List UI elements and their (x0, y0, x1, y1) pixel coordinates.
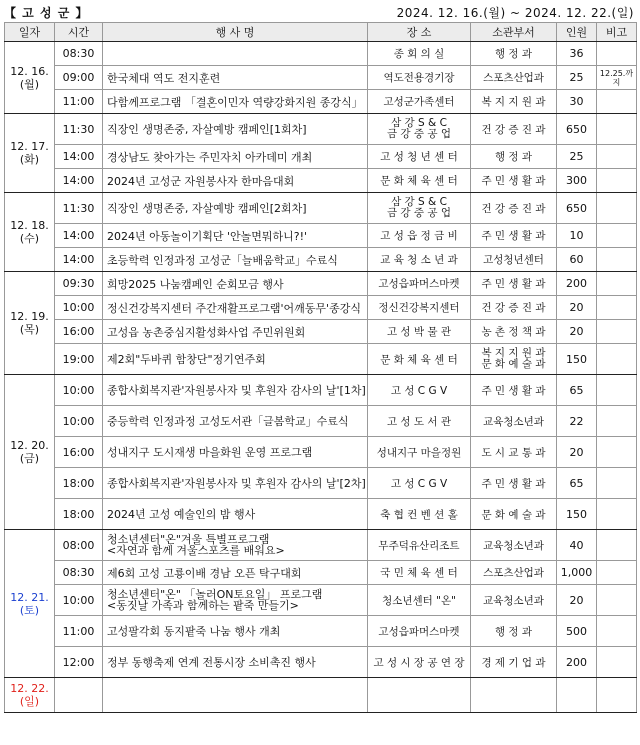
time-cell: 09:00 (55, 66, 103, 90)
time-cell: 09:30 (55, 272, 103, 296)
event-name-cell: 초등학력 인정과정 고성군「늘배움학교」수료식 (103, 248, 368, 272)
time-cell: 10:00 (55, 296, 103, 320)
time-cell: 11:00 (55, 616, 103, 647)
dept-cell: 문 화 예 술 과 (471, 499, 557, 530)
time-cell: 16:00 (55, 437, 103, 468)
note-cell (597, 42, 637, 66)
table-row (5, 585, 637, 616)
page-header (0, 0, 640, 22)
dept-cell: 건 강 증 진 과 (471, 114, 557, 145)
time-cell: 12:00 (55, 647, 103, 678)
dept-cell: 주 민 생 활 과 (471, 375, 557, 406)
event-name-cell: 성내지구 도시재생 마을화원 운영 프로그램 (103, 437, 368, 468)
time-cell: 18:00 (55, 468, 103, 499)
date-cell: 12. 20. (금) (5, 375, 55, 530)
place-cell: 성내지구 마을정원 (368, 437, 471, 468)
place-cell: 종 회 의 실 (368, 42, 471, 66)
note-cell (597, 468, 637, 499)
table-row (5, 90, 637, 114)
attendees-cell: 150 (557, 499, 597, 530)
note-cell (597, 169, 637, 193)
attendees-cell: 30 (557, 90, 597, 114)
place-cell: 교 육 청 소 년 과 (368, 248, 471, 272)
table-row (5, 344, 637, 375)
date-cell: 12. 21. (토) (5, 530, 55, 678)
event-name-cell: 고성팔각회 동지팥죽 나눔 행사 개최 (103, 616, 368, 647)
schedule-table (4, 22, 637, 713)
time-cell: 16:00 (55, 320, 103, 344)
dept-cell: 농 촌 정 책 과 (471, 320, 557, 344)
event-name-cell: 2024년 고성 예술인의 밤 행사 (103, 499, 368, 530)
note-cell (597, 320, 637, 344)
dept-cell: 건 강 증 진 과 (471, 193, 557, 224)
place-cell: 삼 강 S & C 금 강 중 공 업 (368, 193, 471, 224)
note-cell (597, 224, 637, 248)
table-row (5, 678, 637, 713)
attendees-cell: 500 (557, 616, 597, 647)
dept-cell: 주 민 생 활 과 (471, 224, 557, 248)
note-cell (597, 616, 637, 647)
time-cell: 08:00 (55, 530, 103, 561)
attendees-cell: 650 (557, 114, 597, 145)
date-cell: 12. 22. (일) (5, 678, 55, 713)
col-event-header: 행 사 명 (103, 23, 368, 42)
note-cell (597, 344, 637, 375)
place-cell (368, 678, 471, 713)
dept-cell: 복 지 지 원 과 문 화 예 술 과 (471, 344, 557, 375)
dept-cell: 스포츠산업과 (471, 66, 557, 90)
time-cell: 14:00 (55, 224, 103, 248)
note-cell (597, 296, 637, 320)
note-cell (597, 499, 637, 530)
note-cell (597, 437, 637, 468)
attendees-cell: 200 (557, 647, 597, 678)
note-cell: 12.25.까지 (597, 66, 637, 90)
time-cell: 10:00 (55, 585, 103, 616)
event-name-cell: 종합사회복지관'자원봉사자 및 후원자 감사의 날'[1차] (103, 375, 368, 406)
schedule-period: 2024. 12. 16.(월) ~ 2024. 12. 22.(일) (396, 6, 634, 20)
table-row (5, 248, 637, 272)
time-cell: 11:30 (55, 193, 103, 224)
note-cell (597, 585, 637, 616)
time-cell: 18:00 (55, 499, 103, 530)
table-row (5, 296, 637, 320)
schedule-body (5, 42, 637, 713)
place-cell: 고 성 C G V (368, 375, 471, 406)
dept-cell: 행 정 과 (471, 145, 557, 169)
attendees-cell: 20 (557, 296, 597, 320)
event-name-cell: 2024년 고성군 자원봉사자 한마음대회 (103, 169, 368, 193)
note-cell (597, 678, 637, 713)
time-cell (55, 678, 103, 713)
col-date-header: 일자 (5, 23, 55, 42)
place-cell: 무주덕유산리조트 (368, 530, 471, 561)
place-cell: 고성읍파머스마켓 (368, 616, 471, 647)
time-cell: 14:00 (55, 145, 103, 169)
dept-cell: 교육청소년과 (471, 406, 557, 437)
time-cell: 14:00 (55, 169, 103, 193)
attendees-cell: 20 (557, 585, 597, 616)
table-row (5, 561, 637, 585)
time-cell: 11:00 (55, 90, 103, 114)
event-name-cell: 정신건강복지센터 주간재활프로그램'어깨동무'종강식 (103, 296, 368, 320)
place-cell: 고 성 C G V (368, 468, 471, 499)
note-cell (597, 193, 637, 224)
attendees-cell: 36 (557, 42, 597, 66)
table-row (5, 616, 637, 647)
place-cell: 고 성 박 물 관 (368, 320, 471, 344)
event-name-cell: 제2회"두바퀴 함창단"정기연주회 (103, 344, 368, 375)
table-row (5, 530, 637, 561)
event-name-cell: 희망2025 나눔캠페인 순회모금 행사 (103, 272, 368, 296)
place-cell: 문 화 체 육 센 터 (368, 344, 471, 375)
time-cell: 14:00 (55, 248, 103, 272)
note-cell (597, 90, 637, 114)
event-name-cell: 경상남도 찾아가는 주민자치 아카데미 개최 (103, 145, 368, 169)
table-row (5, 468, 637, 499)
attendees-cell: 20 (557, 437, 597, 468)
note-cell (597, 248, 637, 272)
table-row (5, 406, 637, 437)
note-cell (597, 272, 637, 296)
table-header-row (5, 23, 637, 42)
attendees-cell: 20 (557, 320, 597, 344)
event-name-cell: 청소년센터"온"겨울 특별프로그램 <자연과 함께 겨울스포츠를 배워요> (103, 530, 368, 561)
table-row (5, 375, 637, 406)
event-name-cell (103, 42, 368, 66)
dept-cell: 행 정 과 (471, 42, 557, 66)
event-name-cell: 다함께프로그램 「결혼이민자 역량강화지원 종강식」 (103, 90, 368, 114)
dept-cell: 교육청소년과 (471, 585, 557, 616)
table-row (5, 647, 637, 678)
event-name-cell (103, 678, 368, 713)
dept-cell: 복 지 지 원 과 (471, 90, 557, 114)
dept-cell: 행 정 과 (471, 616, 557, 647)
table-row (5, 499, 637, 530)
event-name-cell: 중등학력 인정과정 고성도서관「글봄학교」수료식 (103, 406, 368, 437)
dept-cell: 교육청소년과 (471, 530, 557, 561)
time-cell: 10:00 (55, 375, 103, 406)
event-name-cell: 직장인 생명존중, 자살예방 캠페인[1회차] (103, 114, 368, 145)
dept-cell (471, 678, 557, 713)
table-row (5, 66, 637, 90)
attendees-cell: 60 (557, 248, 597, 272)
attendees-cell: 150 (557, 344, 597, 375)
place-cell: 청소년센터 "온" (368, 585, 471, 616)
table-row (5, 114, 637, 145)
region-title: 【 고 성 군 】 (4, 6, 89, 20)
table-row (5, 169, 637, 193)
dept-cell: 주 민 생 활 과 (471, 169, 557, 193)
time-cell: 19:00 (55, 344, 103, 375)
dept-cell: 주 민 생 활 과 (471, 272, 557, 296)
note-cell (597, 145, 637, 169)
note-cell (597, 530, 637, 561)
dept-cell: 건 강 증 진 과 (471, 296, 557, 320)
attendees-cell: 65 (557, 468, 597, 499)
place-cell: 고성군가족센터 (368, 90, 471, 114)
dept-cell: 주 민 생 활 과 (471, 468, 557, 499)
date-cell: 12. 19. (목) (5, 272, 55, 375)
event-name-cell: 직장인 생명존중, 자살예방 캠페인[2회차] (103, 193, 368, 224)
table-row (5, 224, 637, 248)
time-cell: 08:30 (55, 561, 103, 585)
place-cell: 문 화 체 육 센 터 (368, 169, 471, 193)
time-cell: 08:30 (55, 42, 103, 66)
attendees-cell: 1,000 (557, 561, 597, 585)
place-cell: 정신건강복지센터 (368, 296, 471, 320)
note-cell (597, 561, 637, 585)
note-cell (597, 647, 637, 678)
col-time-header: 시간 (55, 23, 103, 42)
place-cell: 고 성 시 장 공 연 장 (368, 647, 471, 678)
dept-cell: 스포츠산업과 (471, 561, 557, 585)
attendees-cell: 650 (557, 193, 597, 224)
place-cell: 고 성 도 서 관 (368, 406, 471, 437)
place-cell: 고 성 읍 정 금 비 (368, 224, 471, 248)
attendees-cell: 40 (557, 530, 597, 561)
event-name-cell: 한국체대 역도 전지훈련 (103, 66, 368, 90)
attendees-cell: 65 (557, 375, 597, 406)
col-dept-header: 소관부서 (471, 23, 557, 42)
attendees-cell: 25 (557, 145, 597, 169)
attendees-cell: 300 (557, 169, 597, 193)
event-name-cell: 2024년 아동놀이기획단 '안놀면뭐하니?!' (103, 224, 368, 248)
table-row (5, 42, 637, 66)
place-cell: 축 협 컨 벤 션 홀 (368, 499, 471, 530)
attendees-cell (557, 678, 597, 713)
table-row (5, 145, 637, 169)
place-cell: 고 성 청 년 센 터 (368, 145, 471, 169)
place-cell: 국 민 체 육 센 터 (368, 561, 471, 585)
date-cell: 12. 18. (수) (5, 193, 55, 272)
col-place-header: 장 소 (368, 23, 471, 42)
event-name-cell: 제6회 고성 고룡이배 경남 오픈 탁구대회 (103, 561, 368, 585)
event-name-cell: 종합사회복지관'자원봉사자 및 후원자 감사의 날'[2차] (103, 468, 368, 499)
note-cell (597, 406, 637, 437)
attendees-cell: 10 (557, 224, 597, 248)
time-cell: 11:30 (55, 114, 103, 145)
attendees-cell: 200 (557, 272, 597, 296)
table-row (5, 437, 637, 468)
event-name-cell: 정부 동행축제 연계 전통시장 소비촉진 행사 (103, 647, 368, 678)
time-cell: 10:00 (55, 406, 103, 437)
dept-cell: 고성청년센터 (471, 248, 557, 272)
note-cell (597, 375, 637, 406)
event-name-cell: 청소년센터"온" 「놀러ON토요일」 프로그램 <동짓날 가족과 함께하는 팥죽 만들기> (103, 585, 368, 616)
place-cell: 고성읍파머스마켓 (368, 272, 471, 296)
col-attendees-header: 인원 (557, 23, 597, 42)
place-cell: 삼 강 S & C 금 강 중 공 업 (368, 114, 471, 145)
date-cell: 12. 17. (화) (5, 114, 55, 193)
table-row (5, 272, 637, 296)
col-note-header: 비고 (597, 23, 637, 42)
place-cell: 역도전용경기장 (368, 66, 471, 90)
event-name-cell: 고성읍 농촌중심지활성화사업 주민위원회 (103, 320, 368, 344)
table-row (5, 193, 637, 224)
attendees-cell: 25 (557, 66, 597, 90)
dept-cell: 경 제 기 업 과 (471, 647, 557, 678)
attendees-cell: 22 (557, 406, 597, 437)
note-cell (597, 114, 637, 145)
dept-cell: 도 시 교 통 과 (471, 437, 557, 468)
table-row (5, 320, 637, 344)
date-cell: 12. 16. (월) (5, 42, 55, 114)
